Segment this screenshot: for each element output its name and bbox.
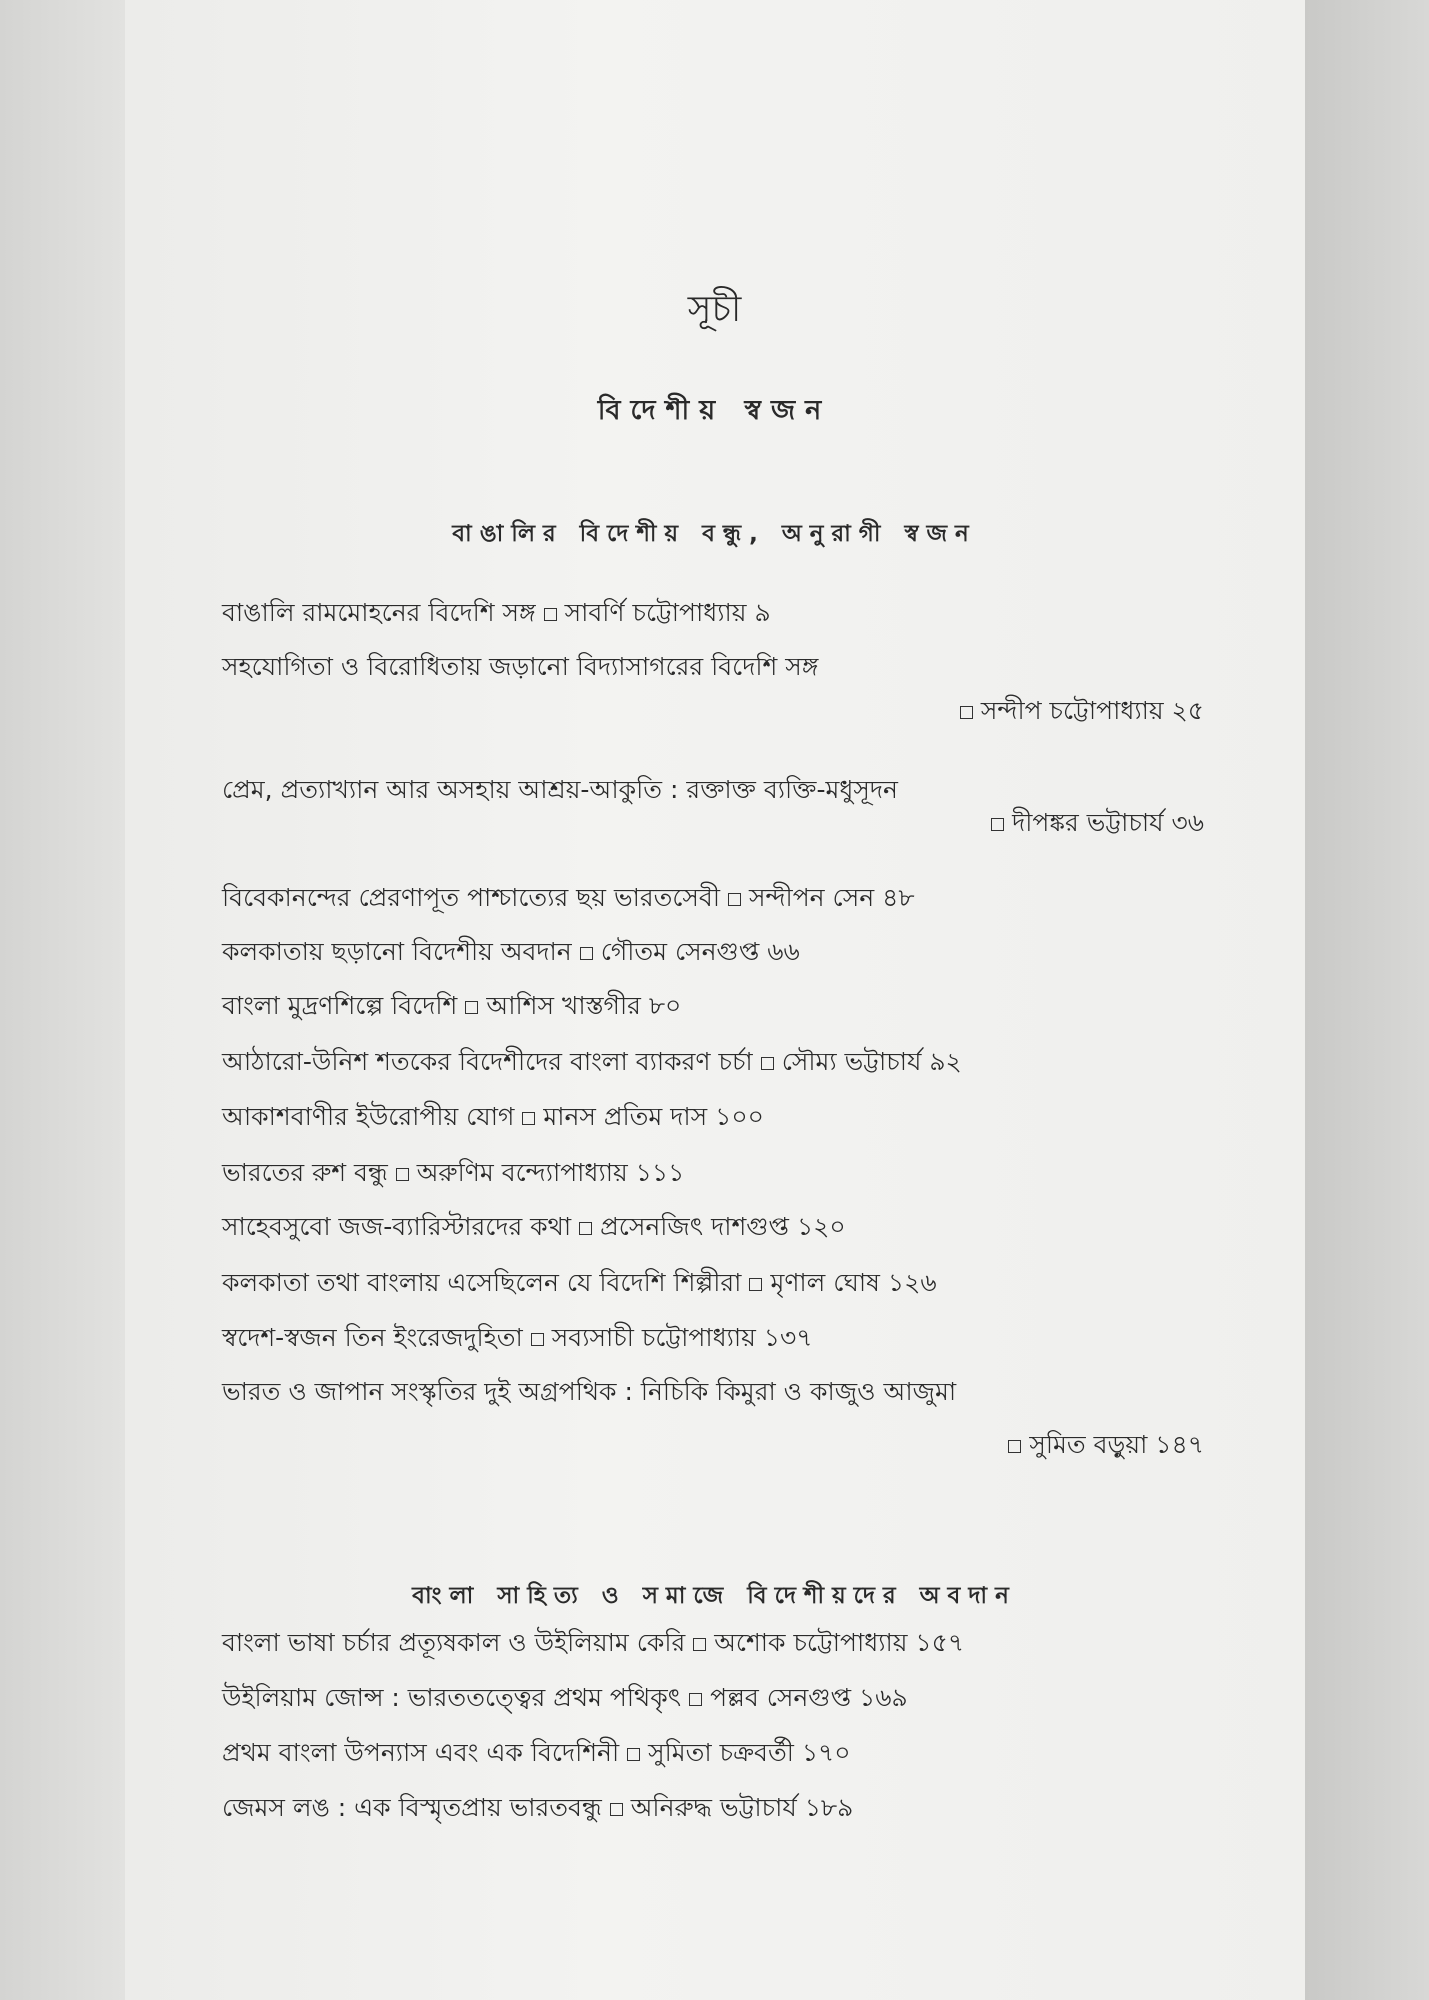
entry-author: আশিস খাস্তগীর [486,991,641,1020]
section-heading: বাংলা সাহিত্য ও সমাজে বিদেশীয়দের অবদান [412,1583,1017,1609]
toc-entry[interactable] [222,1263,937,1306]
toc-entry[interactable] [222,1623,964,1666]
box-bullet-icon [627,1748,640,1761]
toc-entry-continuation[interactable] [1000,1425,1204,1468]
entry-page-number: ২৫ [1171,696,1204,725]
entry-author: মৃণাল ঘোষ [770,1268,880,1297]
entry-title: কলকাতা তথা বাংলায় এসেছিলেন যে বিদেশি শিল্পীরা [222,1268,742,1297]
entry-title: জেমস লঙ : এক বিস্মৃতপ্রায় ভারতবন্ধু [222,1793,602,1822]
entry-page-number: ১৩৭ [763,1323,813,1352]
toc-entry[interactable] [222,1678,908,1721]
entry-author: পল্লব সেনগুপ্ত [710,1683,852,1712]
box-bullet-icon [693,1638,706,1651]
entry-title: স্বদেশ-স্বজন তিন ইংরেজদুহিতা [222,1323,523,1352]
entry-author: সব্যসাচী চট্টোপাধ্যায় [551,1323,756,1352]
entry-title: প্রথম বাংলা উপন্যাস এবং এক বিদেশিনী [222,1738,620,1767]
entry-page-number: ১৬৯ [858,1683,908,1712]
toc-entry[interactable] [222,932,800,975]
entry-author: অরুণিম বন্দ্যোপাধ্যায় [416,1158,628,1187]
toc-entry[interactable] [222,1207,846,1250]
box-bullet-icon [580,947,593,960]
toc-entry[interactable] [222,1788,853,1831]
entry-page-number: ৯২ [929,1047,962,1076]
entry-title: বাঙালি রামমোহনের বিদেশি সঙ্গ [222,598,536,627]
entry-page-number: ১১১ [635,1158,685,1187]
box-bullet-icon [610,1803,623,1816]
box-bullet-icon [689,1693,702,1706]
box-bullet-icon [749,1278,762,1291]
entry-page-number: ১৭০ [801,1738,851,1767]
entry-author: সন্দীপ চট্টোপাধ্যায় [980,696,1164,725]
entry-author: মানস প্রতিম দাস [543,1102,708,1131]
box-bullet-icon [728,893,741,906]
box-bullet-icon [531,1333,544,1346]
box-bullet-icon [960,706,973,719]
entry-title: সাহেবসুবো জজ-ব্যারিস্টারদের কথা [222,1212,572,1241]
box-bullet-icon [991,818,1004,831]
entry-title: বিবেকানন্দের প্রেরণাপূত পাশ্চাত্যের ছয় ভারতসেবী [222,883,720,912]
toc-entry-continuation[interactable] [983,803,1204,846]
entry-page-number: ৮০ [648,991,682,1020]
entry-author: দীপঙ্কর ভট্টাচার্য [1012,808,1164,837]
toc-entry[interactable] [222,1733,851,1776]
toc-entry[interactable] [222,647,818,690]
box-bullet-icon [544,608,557,621]
toc-entry[interactable] [222,878,915,921]
entry-title: আঠারো-উনিশ শতকের বিদেশীদের বাংলা ব্যাকরণ চর্চা [222,1047,753,1076]
entry-author: সুমিত বড়ুয়া [1029,1430,1148,1459]
entry-title: বাংলা ভাষা চর্চার প্রত্যূষকাল ও উইলিয়াম কেরি [222,1628,686,1657]
toc-entry[interactable] [222,1153,684,1196]
entry-title: আকাশবাণীর ইউরোপীয় যোগ [222,1102,515,1131]
toc-entry[interactable] [222,1097,764,1140]
entry-author: সৌম্য ভট্টাচার্য [781,1047,922,1076]
entry-author: সুমিতা চক্রবর্তী [648,1738,794,1767]
entry-title: প্রেম, প্রত্যাখ্যান আর অসহায় আশ্রয়-আকুতি : রক্তাক্ত ব্যক্তি-মধুসূদন [222,775,898,804]
entry-author: সন্দীপন সেন [748,883,875,912]
entry-author: অশোক চট্টোপাধ্যায় [714,1628,908,1657]
entry-author: প্রসেনজিৎ দাশগুপ্ত [600,1212,789,1241]
entry-title: বাংলা মুদ্রণশিল্পে বিদেশি [222,991,458,1020]
toc-entry[interactable] [222,1042,962,1085]
entry-page-number: ৬৬ [767,937,800,966]
entry-page-number: ৯ [754,598,771,627]
entry-author: সাবর্ণি চট্টোপাধ্যায় [564,598,747,627]
box-bullet-icon [522,1112,535,1125]
entry-page-number: ১৪৭ [1155,1430,1204,1459]
toc-entry[interactable] [222,1318,813,1361]
entry-page-number: ৩৬ [1171,808,1204,837]
entry-page-number: ১২৬ [887,1268,937,1297]
entry-author: অনিরুদ্ধ ভট্টাচার্য [630,1793,797,1822]
section-heading: বাঙালির বিদেশীয় বন্ধু, অনুরাগী স্বজন [452,521,977,547]
part-title: বিদেশীয় স্বজন [597,395,832,426]
entry-title: ভারতের রুশ বন্ধু [222,1158,388,1187]
entry-page-number: ১৮৯ [804,1793,854,1822]
entry-page-number: ১০০ [715,1102,764,1131]
entry-title: উইলিয়াম জোন্স : ভারততত্ত্বের প্রথম পথিকৃৎ [222,1683,682,1712]
entry-title: ভারত ও জাপান সংস্কৃতির দুই অগ্রপথিক : নিচিকি কিমুরা ও কাজুও আজুমা [222,1377,957,1406]
box-bullet-icon [465,1001,478,1014]
entry-page-number: ১৫৭ [915,1628,965,1657]
box-bullet-icon [396,1168,409,1181]
entry-author: গৌতম সেনগুপ্ত [600,937,760,966]
toc-entry[interactable] [222,1372,956,1415]
entry-page-number: ৪৮ [882,883,915,912]
box-bullet-icon [579,1222,592,1235]
entry-page-number: ১২০ [796,1212,846,1241]
toc-entry-continuation[interactable] [952,691,1204,734]
toc-entry[interactable] [222,986,681,1029]
toc-entry[interactable] [222,593,771,636]
box-bullet-icon [1008,1440,1021,1453]
page-title: সূচী [687,289,742,330]
entry-title: সহযোগিতা ও বিরোধিতায় জড়ানো বিদ্যাসাগরের বিদেশি সঙ্গ [222,652,819,681]
toc-entry[interactable] [222,770,898,813]
entry-title: কলকাতায় ছড়ানো বিদেশীয় অবদান [222,937,572,966]
box-bullet-icon [761,1057,774,1070]
